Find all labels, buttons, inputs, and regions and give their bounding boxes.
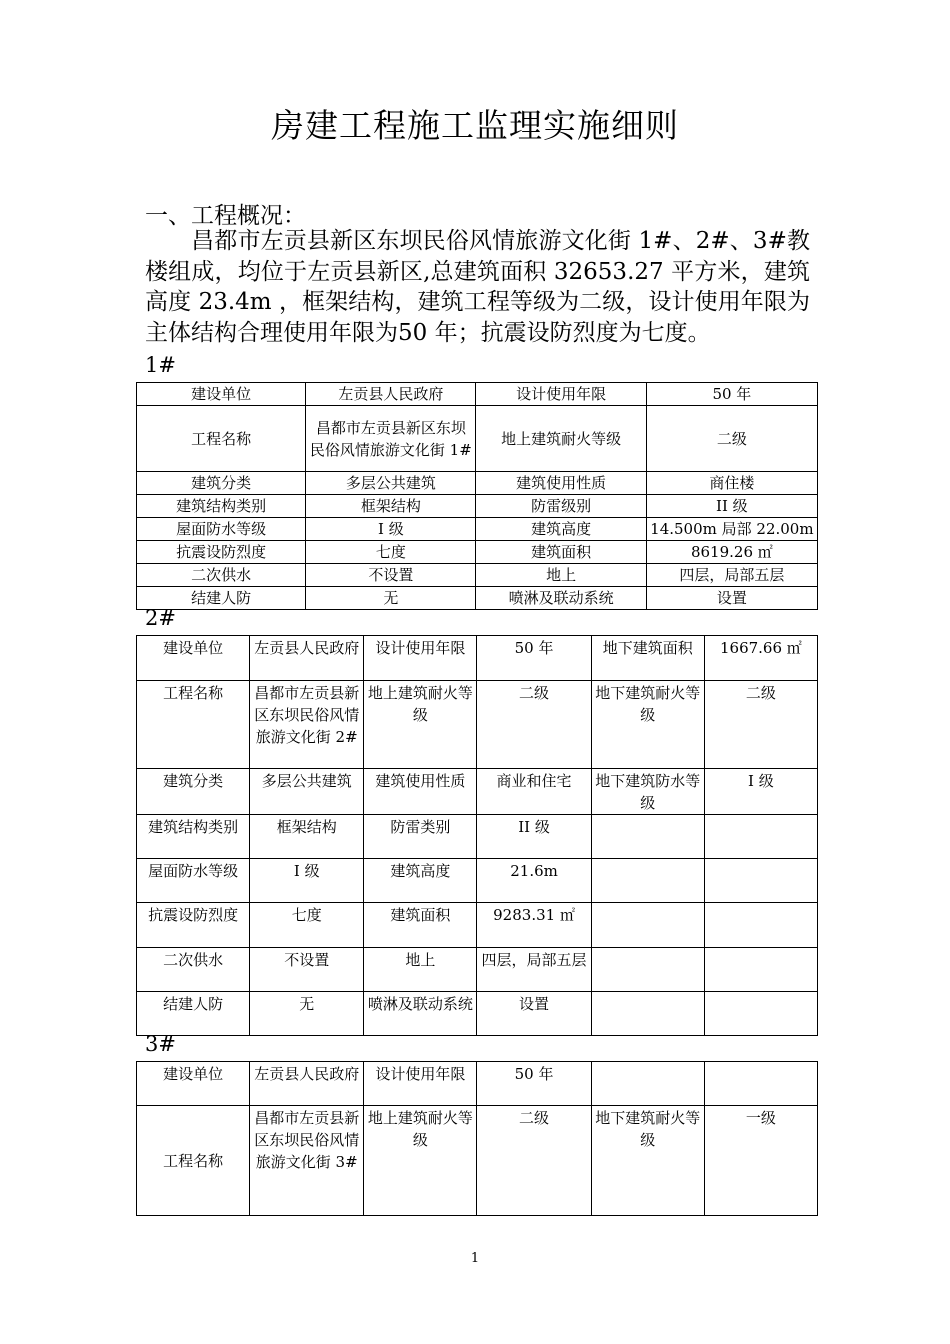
table-cell: 工程名称 [137, 406, 306, 472]
table-cell [704, 903, 817, 948]
table-cell: 9283.31 ㎡ [477, 903, 591, 948]
table-cell: 地上建筑耐火等级 [364, 681, 477, 769]
table-cell [591, 815, 704, 859]
table-row [137, 903, 818, 948]
table-cell: 50 年 [477, 1062, 591, 1106]
table-cell: 地下建筑防水等级 [591, 769, 704, 815]
table-cell: 结建人防 [137, 992, 250, 1036]
table-cell: 昌都市左贡县新区东坝民俗风情旅游文化街 3# [250, 1106, 364, 1216]
table-cell: 屋面防水等级 [137, 518, 306, 541]
table-cell: 左贡县人民政府 [250, 1062, 364, 1106]
table-cell: 多层公共建筑 [306, 472, 476, 495]
table-cell: 喷淋及联动系统 [364, 992, 477, 1036]
table-cell: 框架结构 [306, 495, 476, 518]
table-cell: 七度 [250, 903, 364, 948]
document-title: 房建工程施工监理实施细则 [271, 106, 679, 145]
table2-body [137, 636, 818, 1036]
table-row [137, 518, 818, 541]
building-1-table [136, 382, 818, 610]
table-cell: 屋面防水等级 [137, 859, 250, 903]
table-cell: 建筑分类 [137, 472, 306, 495]
table-cell: 建筑结构类别 [137, 495, 306, 518]
building-2-table [136, 635, 818, 1036]
page-number: 1 [470, 1251, 480, 1266]
table2-label: 2# [145, 606, 176, 630]
table-cell: 不设置 [306, 564, 476, 587]
table-cell: 建筑使用性质 [476, 472, 646, 495]
table-cell: II 级 [646, 495, 817, 518]
table-cell: 防雷类别 [364, 815, 477, 859]
overview-text: 昌都市左贡县新区东坝民俗风情旅游文化街 1#、2#、3#教楼组成，均位于左贡县新区,总建筑面积 32653.27 平方米，建筑高度 23.4m ，框架结构，建筑工程等级为二级，设计使用年限为主体结构合理使用年限为50 年；抗震设防烈度为七度。 [145, 228, 810, 346]
table-cell: 喷淋及联动系统 [476, 587, 646, 610]
table-cell: 无 [306, 587, 476, 610]
table-cell: 建筑高度 [364, 859, 477, 903]
table-cell [704, 815, 817, 859]
table-row [137, 948, 818, 992]
table-cell [591, 1062, 704, 1106]
table-cell: 结建人防 [137, 587, 306, 610]
table-cell [591, 948, 704, 992]
table-cell: 工程名称 [137, 681, 250, 769]
table-cell: 设计使用年限 [364, 636, 477, 681]
table-cell [704, 948, 817, 992]
table-cell: 昌都市左贡县新区东坝民俗风情旅游文化街 1# [306, 406, 476, 472]
table-cell: 设置 [646, 587, 817, 610]
table-row [137, 815, 818, 859]
table-cell: 地下建筑耐火等级 [591, 1106, 704, 1216]
table-cell: 设计使用年限 [476, 383, 646, 406]
table-row [137, 769, 818, 815]
table-cell: 工程名称 [137, 1106, 250, 1216]
table3-label: 3# [145, 1032, 176, 1056]
table-row [137, 681, 818, 769]
table-row [137, 1106, 818, 1216]
table-cell: 昌都市左贡县新区东坝民俗风情旅游文化街 2# [250, 681, 364, 769]
table-cell: 地下建筑面积 [591, 636, 704, 681]
table-cell: 1667.66 ㎡ [704, 636, 817, 681]
table-cell: 二次供水 [137, 948, 250, 992]
table-cell: 建筑面积 [364, 903, 477, 948]
table-cell: 防雷级别 [476, 495, 646, 518]
table-cell: 多层公共建筑 [250, 769, 364, 815]
table-cell: 七度 [306, 541, 476, 564]
table-cell: 建设单位 [137, 1062, 250, 1106]
table-row [137, 383, 818, 406]
table-cell: 地上 [476, 564, 646, 587]
table-row [137, 859, 818, 903]
table-cell: I 级 [250, 859, 364, 903]
table-cell: 二级 [477, 1106, 591, 1216]
table-cell: 框架结构 [250, 815, 364, 859]
table-cell [704, 1062, 817, 1106]
table-cell: 二次供水 [137, 564, 306, 587]
table-cell [591, 859, 704, 903]
table-cell: 地上 [364, 948, 477, 992]
table-cell: 建筑分类 [137, 769, 250, 815]
table-cell: 左贡县人民政府 [306, 383, 476, 406]
table-cell: 一级 [704, 1106, 817, 1216]
table-cell: 抗震设防烈度 [137, 541, 306, 564]
table-cell: 地下建筑耐火等级 [591, 681, 704, 769]
table-cell: II 级 [477, 815, 591, 859]
table-cell: 左贡县人民政府 [250, 636, 364, 681]
building-3-table [136, 1061, 818, 1216]
table-cell: 21.6m [477, 859, 591, 903]
table-cell: 建设单位 [137, 636, 250, 681]
table-cell: 商住楼 [646, 472, 817, 495]
table-row [137, 636, 818, 681]
table-cell: 无 [250, 992, 364, 1036]
table-cell: 建筑使用性质 [364, 769, 477, 815]
table-cell: 四层，局部五层 [646, 564, 817, 587]
table-cell: 设计使用年限 [364, 1062, 477, 1106]
table-cell [591, 903, 704, 948]
table-cell: 抗震设防烈度 [137, 903, 250, 948]
table-cell: 14.500m 局部 22.00m [646, 518, 817, 541]
table-cell: 商业和住宅 [477, 769, 591, 815]
table-cell: 地上建筑耐火等级 [364, 1106, 477, 1216]
overview-paragraph [145, 226, 810, 348]
table-cell: 地上建筑耐火等级 [476, 406, 646, 472]
section-heading: 一、工程概况： [145, 203, 306, 229]
table-cell [591, 992, 704, 1036]
table1-label: 1# [145, 353, 176, 377]
table1-body [137, 383, 818, 610]
table-row [137, 541, 818, 564]
table-cell [704, 992, 817, 1036]
table-cell: 设置 [477, 992, 591, 1036]
table-cell: I 级 [704, 769, 817, 815]
table-row [137, 495, 818, 518]
table-cell: 建筑高度 [476, 518, 646, 541]
table-row [137, 472, 818, 495]
table-row [137, 564, 818, 587]
table-cell: 建筑结构类别 [137, 815, 250, 859]
table-cell: 二级 [646, 406, 817, 472]
table-cell: 四层，局部五层 [477, 948, 591, 992]
table-cell: 二级 [704, 681, 817, 769]
table-cell: 二级 [477, 681, 591, 769]
table-row [137, 1062, 818, 1106]
table-cell: 不设置 [250, 948, 364, 992]
table-row [137, 587, 818, 610]
table-row [137, 406, 818, 472]
table-cell: 8619.26 ㎡ [646, 541, 817, 564]
table-cell [704, 859, 817, 903]
table-row [137, 992, 818, 1036]
table-cell: 50 年 [477, 636, 591, 681]
table-cell: I 级 [306, 518, 476, 541]
table3-body [137, 1062, 818, 1216]
table-cell: 50 年 [646, 383, 817, 406]
table-cell: 建设单位 [137, 383, 306, 406]
table-cell: 建筑面积 [476, 541, 646, 564]
